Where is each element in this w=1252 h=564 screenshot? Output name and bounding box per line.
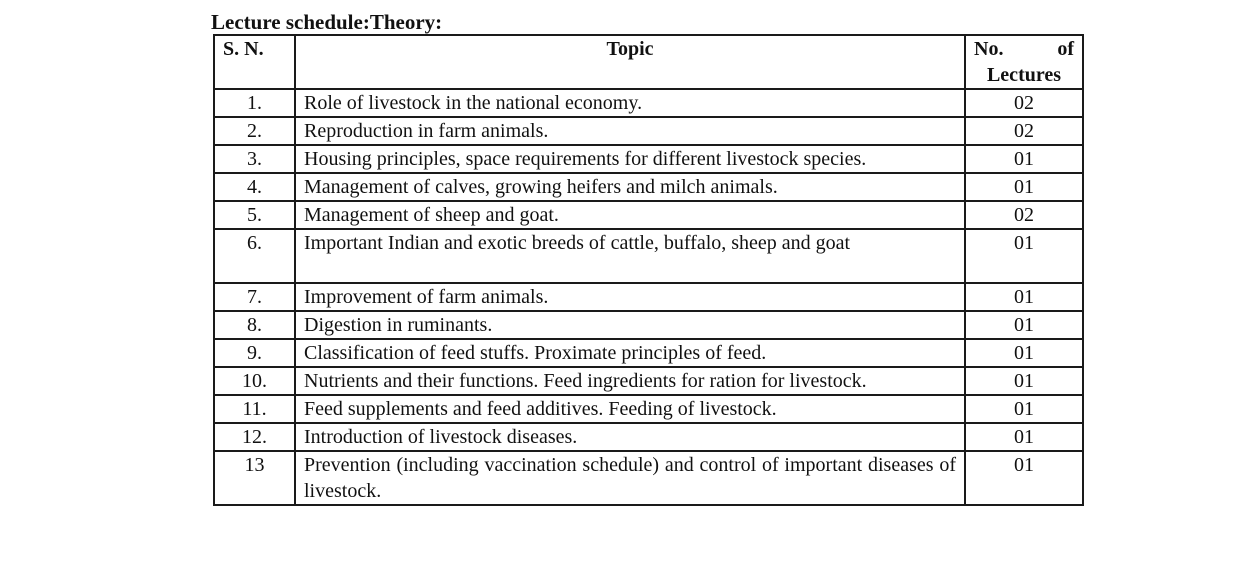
lecture-schedule-table [213,34,1084,506]
row-lecture-count: 01 [965,395,1083,423]
table-row [214,173,1083,201]
row-lecture-count: 01 [965,229,1083,283]
row-serial-number: 2. [214,117,295,145]
row-lecture-count: 01 [965,145,1083,173]
row-lecture-count: 01 [965,173,1083,201]
header-serial-number: S. N. [214,35,295,89]
row-lecture-count: 02 [965,117,1083,145]
row-serial-number: 6. [214,229,295,283]
header-no-label: No. [974,38,1004,60]
row-topic: Introduction of livestock diseases. [295,423,965,451]
row-topic: Nutrients and their functions. Feed ingredients for ration for livestock. [295,367,965,395]
table-header-row [214,35,1083,89]
row-lecture-count: 02 [965,89,1083,117]
table-row [214,423,1083,451]
row-topic: Reproduction in farm animals. [295,117,965,145]
table-row [214,395,1083,423]
row-serial-number: 1. [214,89,295,117]
row-topic: Management of calves, growing heifers and milch animals. [295,173,965,201]
row-lecture-count: 01 [965,423,1083,451]
row-topic: Improvement of farm animals. [295,283,965,311]
row-serial-number: 4. [214,173,295,201]
header-topic: Topic [295,35,965,89]
row-serial-number: 8. [214,311,295,339]
header-number-of-lectures [965,35,1083,89]
row-lecture-count: 01 [965,283,1083,311]
row-serial-number: 7. [214,283,295,311]
row-topic: Role of livestock in the national economy. [295,89,965,117]
table-row [214,229,1083,283]
header-lectures-label: Lectures [986,64,1062,86]
table-row [214,451,1083,505]
table-row [214,145,1083,173]
row-lecture-count: 02 [965,201,1083,229]
header-of-label: of [1057,38,1074,60]
page-heading: Lecture schedule:Theory: [211,10,443,34]
row-topic: Management of sheep and goat. [295,201,965,229]
row-topic: Important Indian and exotic breeds of cattle, buffalo, sheep and goat [295,229,965,283]
row-lecture-count: 01 [965,451,1083,505]
table-row [214,339,1083,367]
row-serial-number: 9. [214,339,295,367]
row-topic: Prevention (including vaccination schedule) and control of important diseases of livestock. [295,451,965,505]
row-serial-number: 11. [214,395,295,423]
table-row [214,367,1083,395]
row-serial-number: 12. [214,423,295,451]
row-lecture-count: 01 [965,311,1083,339]
table-row [214,89,1083,117]
table-row [214,117,1083,145]
table-row [214,311,1083,339]
row-topic: Classification of feed stuffs. Proximate principles of feed. [295,339,965,367]
row-serial-number: 13 [214,451,295,505]
row-topic: Housing principles, space requirements for different livestock species. [295,145,965,173]
row-serial-number: 3. [214,145,295,173]
row-topic: Digestion in ruminants. [295,311,965,339]
table-row [214,201,1083,229]
row-topic: Feed supplements and feed additives. Feeding of livestock. [295,395,965,423]
row-lecture-count: 01 [965,367,1083,395]
row-lecture-count: 01 [965,339,1083,367]
row-serial-number: 5. [214,201,295,229]
row-serial-number: 10. [214,367,295,395]
table-row [214,283,1083,311]
